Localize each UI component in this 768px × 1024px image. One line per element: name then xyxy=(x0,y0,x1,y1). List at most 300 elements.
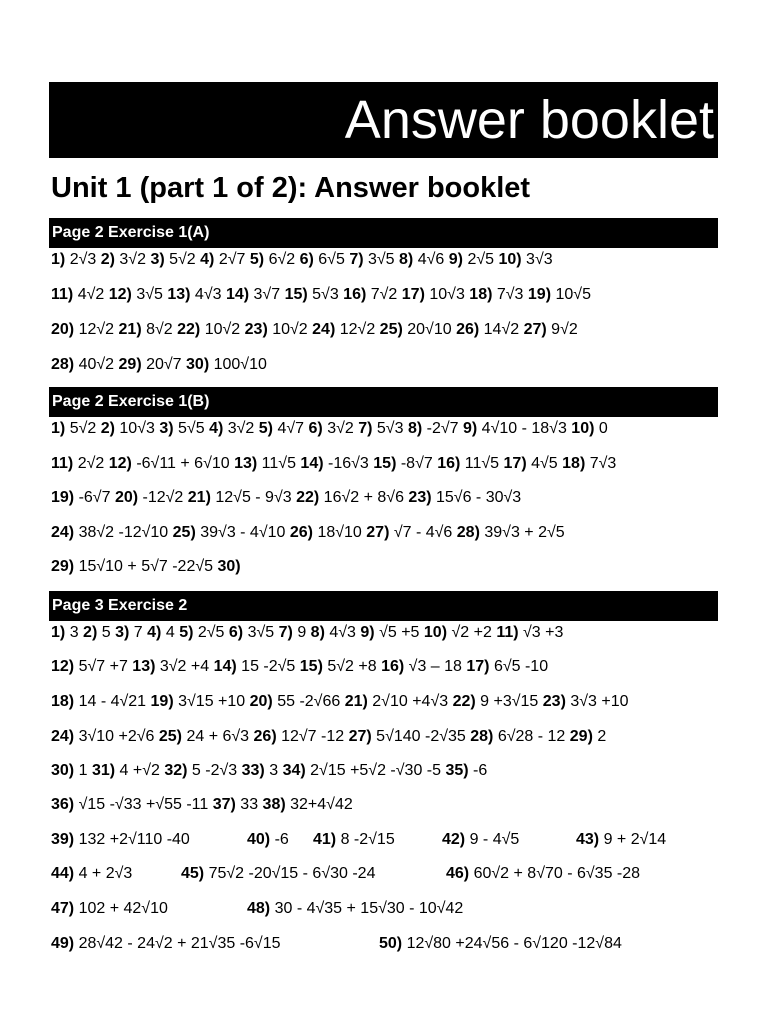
answer-value: 100√10 xyxy=(213,356,267,373)
question-number: 50) xyxy=(379,935,403,952)
answer-line xyxy=(51,795,741,815)
answer-item xyxy=(159,420,204,437)
answer-column xyxy=(442,830,519,850)
answer-item xyxy=(51,356,114,373)
question-number: 44) xyxy=(51,865,75,882)
answer-item xyxy=(424,624,492,641)
question-number: 14) xyxy=(213,658,237,675)
answer-item xyxy=(51,524,168,541)
question-number: 30) xyxy=(217,558,241,575)
question-number: 36) xyxy=(51,796,75,813)
answer-item xyxy=(83,624,111,641)
answer-value: -6√11 + 6√10 xyxy=(136,455,230,472)
question-number: 6) xyxy=(228,624,244,641)
answer-item xyxy=(360,624,419,641)
question-number: 48) xyxy=(247,900,271,917)
question-number: 11) xyxy=(51,455,74,472)
question-number: 31) xyxy=(91,762,116,779)
question-number: 16) xyxy=(343,286,367,303)
answer-value: 132 +2√110 -40 xyxy=(78,831,190,848)
answer-value: 10√3 xyxy=(429,286,465,303)
answer-line xyxy=(51,488,741,508)
answer-line xyxy=(51,454,741,474)
answer-item xyxy=(259,420,304,437)
answer-value: 18√10 xyxy=(317,524,362,541)
question-number: 49) xyxy=(51,935,75,952)
answer-item xyxy=(159,728,249,745)
question-number: 1) xyxy=(51,251,66,268)
question-number: 12) xyxy=(51,658,75,675)
answer-value: 4 xyxy=(165,624,175,641)
answer-column xyxy=(379,934,622,954)
question-number: 22) xyxy=(177,321,201,338)
answer-value: 5√3 xyxy=(312,286,339,303)
answer-value: 39√3 + 2√5 xyxy=(484,524,565,541)
answer-line xyxy=(51,557,741,577)
answer-value: 3√5 xyxy=(136,286,163,303)
answer-item xyxy=(51,420,96,437)
answer-item xyxy=(446,865,640,882)
answer-item xyxy=(234,455,296,472)
answer-value: 3√7 xyxy=(253,286,281,303)
answer-value: -6 xyxy=(274,831,289,848)
question-number: 40) xyxy=(247,831,271,848)
answer-item xyxy=(217,558,240,575)
answer-item xyxy=(343,286,397,303)
answer-value: 5√140 -2√35 xyxy=(376,728,466,745)
answer-value: 4√5 xyxy=(531,455,558,472)
answer-item xyxy=(200,251,245,268)
answer-column xyxy=(247,899,463,919)
answer-value: 24 + 6√3 xyxy=(186,728,250,745)
answer-value: 7√3 xyxy=(496,286,524,303)
answer-value: 12√2 xyxy=(78,321,115,338)
question-number: 35) xyxy=(445,762,469,779)
question-number: 23) xyxy=(408,489,432,506)
answer-item xyxy=(463,420,567,437)
answer-value: 15√6 - 30√3 xyxy=(436,489,522,506)
question-number: 3) xyxy=(150,251,165,268)
question-number: 14) xyxy=(300,455,324,472)
question-number: 32) xyxy=(164,762,188,779)
answer-item xyxy=(408,420,459,437)
answer-item xyxy=(51,796,208,813)
answer-value: 3√10 +2√6 xyxy=(78,728,155,745)
question-number: 19) xyxy=(51,489,75,506)
question-number: 8) xyxy=(310,624,325,641)
answer-item xyxy=(177,321,240,338)
answer-item xyxy=(51,865,132,882)
unit-subtitle: Unit 1 (part 1 of 2): Answer booklet xyxy=(51,172,531,204)
answer-value: 0 xyxy=(598,420,608,437)
answer-item xyxy=(51,935,281,952)
question-number: 47) xyxy=(51,900,75,917)
answer-value: 9 xyxy=(297,624,307,641)
question-number: 18) xyxy=(469,286,493,303)
answer-value: 6√5 xyxy=(318,251,345,268)
answer-item xyxy=(250,251,295,268)
answer-value: 5√2 xyxy=(69,420,97,437)
question-number: 1) xyxy=(51,624,66,641)
answer-value: 12√80 +24√56 - 6√120 -12√84 xyxy=(406,935,622,952)
answer-item xyxy=(51,251,96,268)
answer-item xyxy=(300,455,368,472)
question-number: 28) xyxy=(51,356,75,373)
answer-line xyxy=(51,320,741,340)
answer-item xyxy=(345,693,448,710)
answer-value: 2√15 +5√2 -√30 -5 xyxy=(310,762,442,779)
question-number: 4) xyxy=(200,251,215,268)
answer-item xyxy=(51,658,128,675)
answer-value: -16√3 xyxy=(328,455,369,472)
answer-column xyxy=(51,864,132,884)
answer-value: 5√2 +8 xyxy=(327,658,377,675)
question-number: 27) xyxy=(348,728,372,745)
answer-value: 5 xyxy=(101,624,111,641)
answer-value: 3√5 xyxy=(368,251,395,268)
answer-item xyxy=(254,728,345,745)
answer-value: 10√3 xyxy=(119,420,155,437)
answer-value: 5√5 xyxy=(178,420,205,437)
answer-item xyxy=(453,693,539,710)
question-number: 5) xyxy=(258,420,274,437)
answer-item xyxy=(250,693,341,710)
answer-item xyxy=(402,286,465,303)
answer-value: 4√3 xyxy=(329,624,356,641)
answer-value: 15 -2√5 xyxy=(241,658,296,675)
question-number: 2) xyxy=(100,251,115,268)
question-number: 5) xyxy=(249,251,265,268)
answer-value: 32+4√42 xyxy=(290,796,353,813)
answer-value: 2√3 xyxy=(69,251,97,268)
question-number: 20) xyxy=(249,693,273,710)
answer-item xyxy=(151,693,246,710)
answer-item xyxy=(379,935,622,952)
question-number: 25) xyxy=(158,728,182,745)
answer-item xyxy=(226,286,280,303)
answer-line xyxy=(51,285,741,305)
answer-line xyxy=(51,657,741,677)
answer-value: 6√28 - 12 xyxy=(497,728,566,745)
answer-value: 7√3 xyxy=(589,455,617,472)
answer-value: 4√6 xyxy=(417,251,445,268)
answer-value: 20√7 xyxy=(146,356,182,373)
answer-item xyxy=(150,251,195,268)
question-number: 3) xyxy=(115,624,130,641)
answer-item xyxy=(528,286,591,303)
answer-value: 3 xyxy=(69,624,79,641)
answer-value: 3√2 xyxy=(119,251,146,268)
answer-value: 2√5 xyxy=(467,251,495,268)
question-number: 30) xyxy=(186,356,210,373)
answer-value: 8√2 xyxy=(146,321,173,338)
question-number: 20) xyxy=(114,489,139,506)
question-number: 10) xyxy=(498,251,522,268)
answer-value: 2√7 xyxy=(218,251,246,268)
answer-line xyxy=(51,761,741,781)
answer-item xyxy=(51,321,114,338)
answer-column xyxy=(576,830,666,850)
question-number: 8) xyxy=(407,420,423,437)
answer-value: 7√2 xyxy=(370,286,398,303)
answer-value: 11√5 xyxy=(464,455,500,472)
page-banner-title: Answer booklet xyxy=(49,82,718,158)
question-number: 8) xyxy=(399,251,414,268)
question-number: 23) xyxy=(542,693,566,710)
answer-value: 3√2 xyxy=(227,420,255,437)
answer-value: 28√42 - 24√2 + 21√35 -6√15 xyxy=(78,935,281,952)
answer-item xyxy=(247,831,289,848)
question-number: 7) xyxy=(358,420,373,437)
answer-item xyxy=(186,356,267,373)
question-number: 15) xyxy=(284,286,308,303)
question-number: 38) xyxy=(262,796,286,813)
answer-value: -6 xyxy=(473,762,488,779)
answer-line xyxy=(51,727,741,747)
answer-value: √7 - 4√6 xyxy=(393,524,453,541)
answer-value: 3√2 +4 xyxy=(159,658,210,675)
answer-item xyxy=(449,251,494,268)
answer-item xyxy=(504,455,558,472)
answer-item xyxy=(209,420,254,437)
answer-column xyxy=(51,899,168,919)
answer-item xyxy=(311,624,356,641)
question-number: 23) xyxy=(244,321,268,338)
answer-item xyxy=(300,658,377,675)
answer-value: 5√2 xyxy=(169,251,196,268)
answer-item xyxy=(51,728,154,745)
answer-value: 12√5 - 9√3 xyxy=(215,489,292,506)
question-number: 25) xyxy=(379,321,403,338)
question-number: 11) xyxy=(51,286,74,303)
answer-item xyxy=(498,251,552,268)
answer-value: 4 +√2 xyxy=(119,762,160,779)
answer-item xyxy=(51,455,104,472)
answer-value: 9 - 4√5 xyxy=(469,831,520,848)
answer-item xyxy=(349,251,394,268)
answer-value: 3√5 xyxy=(247,624,275,641)
answer-value: 4√2 xyxy=(77,286,105,303)
answer-value: 2√5 xyxy=(197,624,225,641)
answer-value: 9 +3√15 xyxy=(480,693,539,710)
question-number: 19) xyxy=(150,693,174,710)
question-number: 5) xyxy=(179,624,194,641)
answer-value: -6√7 xyxy=(78,489,111,506)
answer-item xyxy=(445,762,487,779)
question-number: 29) xyxy=(569,728,593,745)
question-number: 12) xyxy=(108,286,132,303)
answer-item xyxy=(181,865,375,882)
answer-item xyxy=(300,251,345,268)
question-number: 11) xyxy=(496,624,519,641)
answer-item xyxy=(408,489,521,506)
answer-value: 4√7 xyxy=(277,420,305,437)
question-number: 43) xyxy=(576,831,600,848)
answer-value: 3√15 +10 xyxy=(178,693,246,710)
answer-item xyxy=(496,624,563,641)
question-number: 24) xyxy=(51,728,75,745)
answer-value: 11√5 xyxy=(261,455,296,472)
answer-value: 6√2 xyxy=(268,251,296,268)
question-number: 18) xyxy=(562,455,586,472)
answer-value: -2√7 xyxy=(426,420,459,437)
answer-value: √2 +2 xyxy=(451,624,492,641)
question-number: 18) xyxy=(51,693,75,710)
answer-column xyxy=(181,864,375,884)
answer-value: 12√7 -12 xyxy=(281,728,345,745)
answer-item xyxy=(51,693,146,710)
question-number: 26) xyxy=(456,321,480,338)
answer-item xyxy=(466,658,548,675)
answer-line xyxy=(51,523,741,543)
section-header-ex2: Page 3 Exercise 2 xyxy=(49,591,718,621)
answer-value: 33 xyxy=(240,796,259,813)
question-number: 27) xyxy=(523,321,547,338)
answer-value: 3√3 +10 xyxy=(570,693,629,710)
answer-item xyxy=(247,900,463,917)
answer-item xyxy=(381,658,462,675)
question-number: 29) xyxy=(118,356,142,373)
question-number: 28) xyxy=(456,524,480,541)
answer-item xyxy=(51,558,213,575)
answer-item xyxy=(456,321,519,338)
question-number: 14) xyxy=(225,286,250,303)
answer-item xyxy=(242,762,278,779)
answer-item xyxy=(470,728,565,745)
question-number: 17) xyxy=(466,658,490,675)
answer-item xyxy=(167,286,221,303)
answer-item xyxy=(524,321,578,338)
answer-item xyxy=(115,624,143,641)
section-header-ex1a: Page 2 Exercise 1(A) xyxy=(49,218,718,248)
answer-value: 10√2 xyxy=(204,321,241,338)
answer-value: 7 xyxy=(133,624,143,641)
answer-item xyxy=(101,420,155,437)
question-number: 17) xyxy=(503,455,527,472)
answer-item xyxy=(285,286,339,303)
answer-value: 6√5 -10 xyxy=(493,658,549,675)
question-number: 10) xyxy=(571,420,595,437)
answer-item xyxy=(179,624,224,641)
answer-value: 1 xyxy=(78,762,88,779)
answer-value: 12√2 xyxy=(339,321,376,338)
question-number: 25) xyxy=(172,524,196,541)
answer-item xyxy=(309,420,354,437)
question-number: 6) xyxy=(299,251,314,268)
answer-value: 3√2 xyxy=(327,420,354,437)
question-number: 7) xyxy=(278,624,293,641)
question-number: 19) xyxy=(527,286,552,303)
answer-value: -12√2 xyxy=(142,489,184,506)
question-number: 30) xyxy=(51,762,75,779)
question-number: 46) xyxy=(446,865,470,882)
question-number: 2) xyxy=(83,624,98,641)
question-number: 9) xyxy=(448,251,463,268)
answer-item xyxy=(132,658,209,675)
answer-line xyxy=(51,419,741,439)
question-number: 39) xyxy=(51,831,75,848)
question-number: 29) xyxy=(51,558,75,575)
answer-value: 4√3 xyxy=(194,286,222,303)
answer-line xyxy=(51,623,741,643)
question-number: 21) xyxy=(118,321,142,338)
question-number: 22) xyxy=(452,693,476,710)
answer-item xyxy=(119,356,182,373)
answer-value: √15 -√33 +√55 -11 xyxy=(78,796,209,813)
answer-item xyxy=(115,489,183,506)
question-number: 4) xyxy=(209,420,224,437)
answer-item xyxy=(51,286,104,303)
answer-item xyxy=(147,624,175,641)
answer-column xyxy=(51,830,190,850)
answer-item xyxy=(562,455,616,472)
answer-item xyxy=(173,524,286,541)
answer-item xyxy=(92,762,160,779)
answer-value: 39√3 - 4√10 xyxy=(200,524,286,541)
answer-item xyxy=(109,455,230,472)
question-number: 7) xyxy=(349,251,364,268)
question-number: 16) xyxy=(437,455,461,472)
answer-item xyxy=(51,624,79,641)
question-number: 9) xyxy=(360,624,375,641)
answer-item xyxy=(51,831,190,848)
answer-value: 2 xyxy=(597,728,607,745)
answer-item xyxy=(312,321,375,338)
answer-item xyxy=(437,455,499,472)
question-number: 41) xyxy=(313,831,337,848)
answer-item xyxy=(51,762,87,779)
question-number: 2) xyxy=(100,420,115,437)
answer-value: 5√3 xyxy=(376,420,404,437)
answer-item xyxy=(349,728,466,745)
answer-value: √5 +5 xyxy=(379,624,420,641)
answer-item xyxy=(570,728,606,745)
question-number: 20) xyxy=(51,321,75,338)
question-number: 10) xyxy=(423,624,448,641)
answer-column xyxy=(247,830,289,850)
answer-item xyxy=(399,251,444,268)
answer-value: 3 xyxy=(269,762,279,779)
answer-item xyxy=(296,489,404,506)
answer-value: 4 + 2√3 xyxy=(78,865,133,882)
question-number: 22) xyxy=(296,489,320,506)
answer-value: 75√2 -20√15 - 6√30 -24 xyxy=(208,865,376,882)
answer-value: 9√2 xyxy=(551,321,578,338)
answer-item xyxy=(263,796,353,813)
answer-item xyxy=(571,420,607,437)
answer-item xyxy=(164,762,237,779)
question-number: 28) xyxy=(470,728,494,745)
question-number: 12) xyxy=(108,455,132,472)
answer-item xyxy=(469,286,523,303)
answer-value: 14√2 xyxy=(483,321,520,338)
question-number: 21) xyxy=(187,489,211,506)
question-number: 37) xyxy=(212,796,236,813)
answer-item xyxy=(229,624,274,641)
answer-column xyxy=(446,864,640,884)
answer-value: -8√7 xyxy=(400,455,433,472)
answer-value: 20√10 xyxy=(407,321,452,338)
answer-value: √3 – 18 xyxy=(408,658,462,675)
question-number: 24) xyxy=(312,321,336,338)
answer-value: 5 -2√3 xyxy=(191,762,238,779)
answer-item xyxy=(213,796,258,813)
answer-value: 38√2 -12√10 xyxy=(78,524,169,541)
answer-item xyxy=(51,900,168,917)
answer-value: 5√7 +7 xyxy=(78,658,128,675)
answer-value: 10√5 xyxy=(555,286,591,303)
answer-item xyxy=(442,831,519,848)
